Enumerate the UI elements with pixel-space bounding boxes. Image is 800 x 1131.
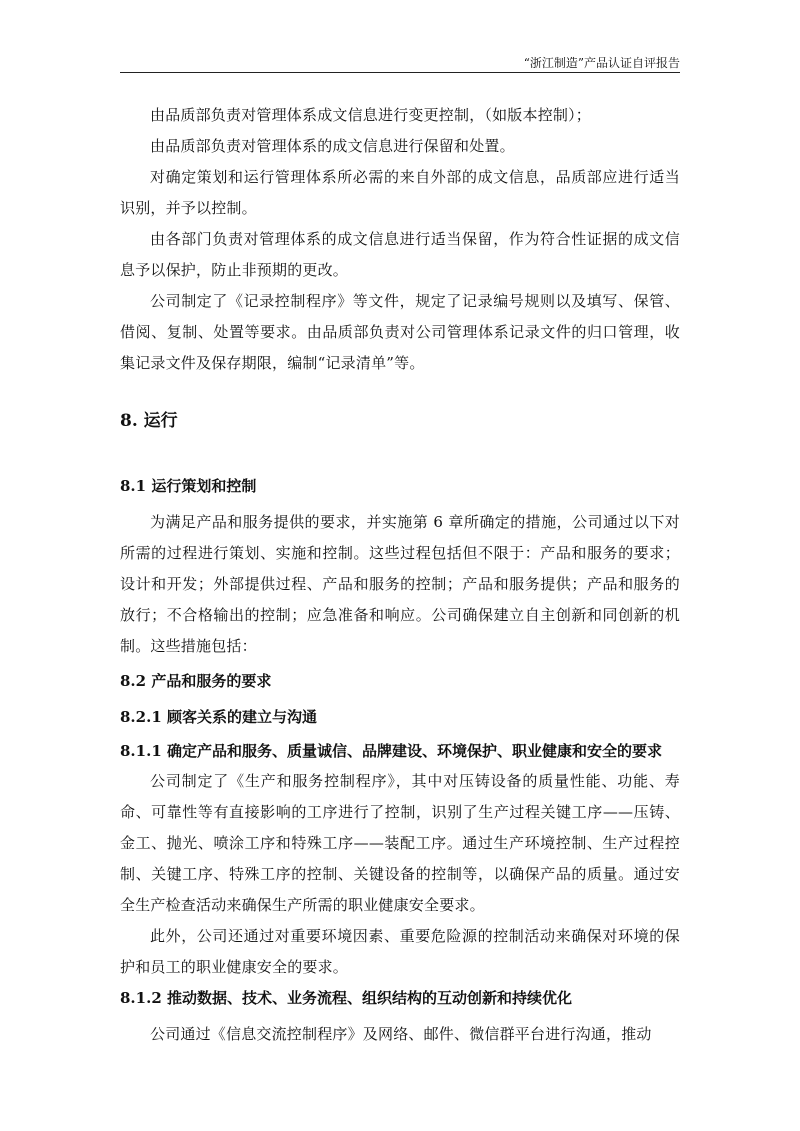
section-heading-8-2: 8.2 产品和服务的要求 xyxy=(120,672,272,690)
paragraph: 公司制定了《记录控制程序》等文件，规定了记录编号规则以及填写、保管、借阅、复制、处置等要求。由品质部负责对公司管理体系记录文件的归口管理，收集记录文件及保存期限，编制“记录清单”等。 xyxy=(120,292,680,372)
running-header: “浙江制造”产品认证自评报告 xyxy=(523,56,680,70)
paragraph: 公司通过《信息交流控制程序》及网络、邮件、微信群平台进行沟通，推动 xyxy=(150,1025,652,1043)
section-heading-8-2-1: 8.2.1 顾客关系的建立与沟通 xyxy=(120,708,317,726)
header-divider xyxy=(120,72,680,73)
paragraph: 由各部门负责对管理体系的成文信息进行适当保留，作为符合性证据的成文信息予以保护，防止非预期的更改。 xyxy=(120,230,680,279)
paragraph: 对确定策划和运行管理体系所必需的来自外部的成文信息，品质部应进行适当识别，并予以控制。 xyxy=(120,168,680,217)
section-heading-8: 8. 运行 xyxy=(120,411,178,431)
paragraph: 公司制定了《生产和服务控制程序》，其中对压铸设备的质量性能、功能、寿命、可靠性等有直接影响的工序进行了控制，识别了生产过程关键工序——压铸、金工、抛光、喷涂工序和特殊工序——装配工序。通过生产环境控制、生产过程控制、关键工序、特殊工序的控制、关键设备的控制等，以确保产品的质量。通过安全生产检查活动来确保生产所需的职业健康安全要求。 xyxy=(120,772,680,914)
section-heading-8-1-1: 8.1.1 确定产品和服务、质量诚信、品牌建设、环境保护、职业健康和安全的要求 xyxy=(120,742,662,760)
section-heading-8-1-2: 8.1.2 推动数据、技术、业务流程、组织结构的互动创新和持续优化 xyxy=(120,989,572,1007)
paragraph: 为满足产品和服务提供的要求，并实施第 6 章所确定的措施，公司通过以下对所需的过程进行策划、实施和控制。这些过程包括但不限于：产品和服务的要求；设计和开发；外部提供过程、产品和服务的控制；产品和服务提供；产品和服务的放行；不合格输出的控制；应急准备和响应。公司确保建立自主创新和同创新的机制。这些措施包括： xyxy=(120,513,680,655)
paragraph: 由品质部负责对管理体系成文信息进行变更控制，（如版本控制）； xyxy=(150,106,592,124)
paragraph: 此外，公司还通过对重要环境因素、重要危险源的控制活动来确保对环境的保护和员工的职业健康安全的要求。 xyxy=(120,927,680,976)
document-body xyxy=(120,100,680,1050)
paragraph: 由品质部负责对管理体系的成文信息进行保留和处置。 xyxy=(150,137,515,155)
section-heading-8-1: 8.1 运行策划和控制 xyxy=(120,477,257,495)
